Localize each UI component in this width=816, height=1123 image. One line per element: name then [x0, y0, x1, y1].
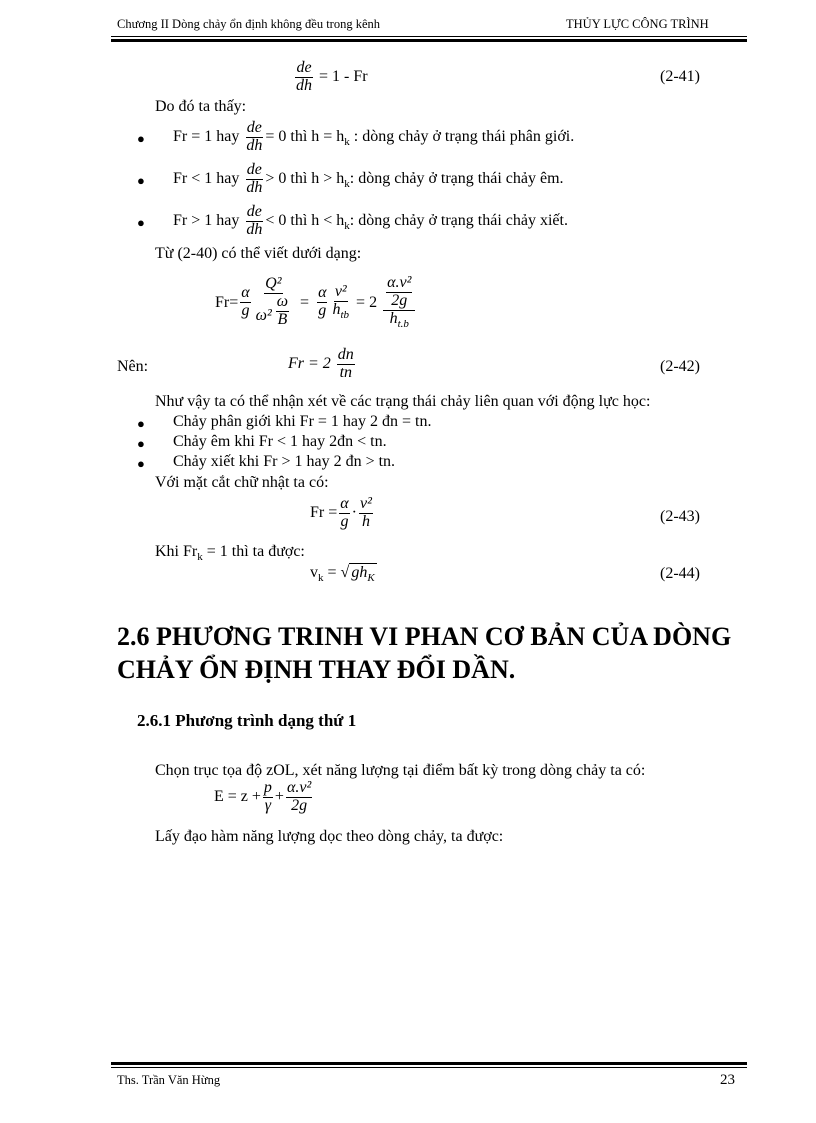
eq-label-2-43: (2-43): [660, 508, 700, 525]
bullet-state-supercritical: Chảy xiết khi Fr > 1 hay 2 đn > tn.: [173, 453, 396, 470]
fraction-v2-h: $\frac{\text{v²}}{h}$: [359, 495, 372, 530]
equation-2-42: Fr = 2 $\frac{dn}{tn}$: [288, 346, 354, 381]
fraction-av2-2g: $\frac{\text{α.v²}}{2g}$: [286, 779, 312, 814]
frac-num: de: [296, 59, 312, 76]
derivative-text: Lấy đạo hàm năng lượng dọc theo dòng chảy, ta được:: [155, 828, 504, 845]
energy-formula: E = z + $\frac{p}{\gamma}$ + $\frac{\text{α.v²}}{2g}$: [214, 779, 312, 814]
frac-den: dh: [296, 76, 312, 94]
from-2-40-text: Từ (2-40) có thể viết dưới dạng:: [155, 245, 362, 262]
equation-rhs: = 1 - Fr: [319, 67, 368, 85]
nen-label: Nên:: [117, 358, 149, 375]
eq-label-2-44: (2-44): [660, 565, 700, 582]
bullet-icon: ●: [137, 456, 145, 471]
bullet-fr-gt-1: Fr > 1 hay $\frac{de}{dh}$ < 0 thì $h < h_k$: dòng chảy ở trạng thái chảy xiết.: [173, 203, 568, 238]
frk-intro-text: Khi $Fr_k = 1$ thì ta được:: [155, 543, 305, 564]
header-rule-thick: [111, 39, 747, 42]
header-book-title: THỦY LỰC CÔNG TRÌNH: [566, 17, 709, 31]
choose-axis-text: Chọn trục tọa độ zOL, xét năng lượng tại điểm bất kỳ trong dòng chảy ta có:: [155, 762, 646, 779]
equation-2-41: [293, 60, 368, 95]
bullet-icon: ●: [137, 215, 145, 230]
fraction-Q2-omega: Q² ω² $\frac{\omega}{B}$: [255, 275, 289, 329]
equation-2-44: $v_k$ = √ $gh_K$: [310, 564, 375, 585]
sqrt-icon: √: [340, 564, 350, 581]
fraction-v2-htb: $\frac{\text{v²}}{h_{tb}}$: [332, 282, 350, 321]
fraction-alpha-g: $\frac{\alpha}{g}$: [241, 284, 250, 320]
footer-rule-thick: [111, 1062, 747, 1065]
header-rule-thin: [111, 36, 747, 37]
fraction-de-dh: $\frac{de}{dh}$: [246, 161, 263, 196]
bullet-icon: ●: [137, 436, 145, 451]
rect-intro-text: Với mặt cắt chữ nhật ta có:: [155, 474, 329, 491]
eq-label-2-41: (2-41): [660, 68, 700, 85]
section-title-line-2: CHẢY ỔN ĐỊNH THAY ĐỔI DẦN.: [117, 655, 516, 684]
fraction-dn-tn: $\frac{dn}{tn}$: [337, 346, 354, 381]
intro-text: Do đó ta thấy:: [155, 98, 247, 115]
page-number: 23: [720, 1072, 735, 1088]
bullet-icon: ●: [137, 416, 145, 431]
bullet-fr-eq-1: Fr = 1 hay $\frac{de}{dh}$ = 0 thì $h = h_k$ : dòng chảy ở trạng thái phân giới.: [173, 119, 575, 154]
fraction-alpha-g-2: $\frac{\alpha}{g}$: [318, 284, 327, 320]
footer-rule-thin: [111, 1067, 747, 1068]
relation-intro-text: Như vậy ta có thể nhận xét về các trạng thái chảy liên quan với động lực học:: [155, 393, 651, 410]
bullet-icon: ●: [137, 131, 145, 146]
equation-2-43: Fr = $\frac{\alpha}{g}$ · $\frac{\text{v²}}{h}$: [310, 495, 372, 530]
bullet-state-subcritical: Chảy êm khi Fr < 1 hay 2đn < tn.: [173, 433, 387, 450]
fraction-de-dh: [295, 60, 313, 95]
section-title-line-1: 2.6 PHƯƠNG TRINH VI PHAN CƠ BẢN CỦA DÒNG: [117, 622, 732, 651]
fraction-alpha-g: $\frac{\alpha}{g}$: [340, 495, 349, 530]
bullet-state-critical: Chảy phân giới khi Fr = 1 hay 2 đn = tn.: [173, 413, 432, 430]
fraction-av2-2g-htb: $\frac{\frac{\text{α.v²}}{2g}}{h_{t.b}}$: [383, 275, 415, 330]
bullet-icon: ●: [137, 173, 145, 188]
fraction-p-gamma: $\frac{p}{\gamma}$: [263, 779, 272, 814]
subsection-title: 2.6.1 Phương trình dạng thứ 1: [137, 711, 357, 730]
fr-formula: Fr= $\frac{\alpha}{g}$ Q² ω² $\frac{\omega}{B}$ = $\frac{\alpha}{g}$ $\frac{\text{v²}}{h_{tb}}$ = 2 $\frac{\frac{\text{α.v²}}{2g}}{h_{t.b}}$: [215, 275, 417, 330]
fraction-de-dh: $\frac{de}{dh}$: [246, 119, 263, 154]
eq-label-2-42: (2-42): [660, 358, 700, 375]
fraction-de-dh: $\frac{de}{dh}$: [246, 203, 263, 238]
footer-author: Ths. Trần Văn Hừng: [117, 1073, 221, 1087]
bullet-fr-lt-1: Fr < 1 hay $\frac{de}{dh}$ > 0 thì $h > h_k$: dòng chảy ở trạng thái chảy êm.: [173, 161, 564, 196]
header-chapter: Chương II Dòng chảy ổn định không đều trong kênh: [117, 17, 381, 31]
section-title: [117, 620, 731, 686]
